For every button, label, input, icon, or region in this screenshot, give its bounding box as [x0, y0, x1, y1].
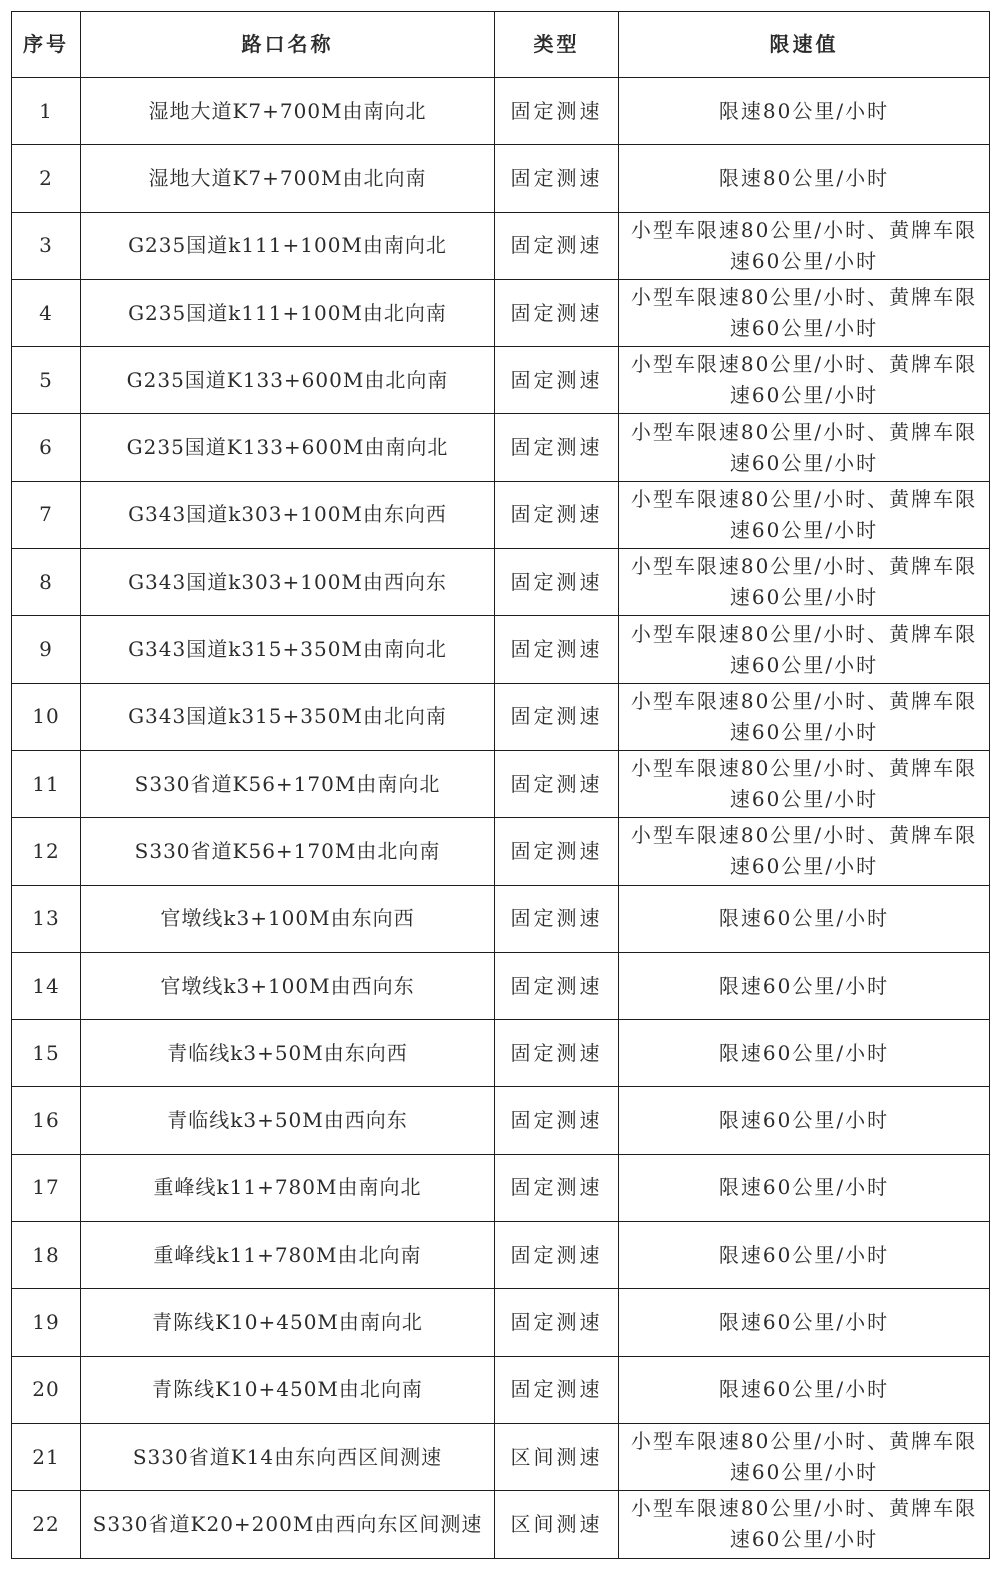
cell-type: 固定测速	[495, 683, 619, 750]
table-row	[12, 1222, 990, 1289]
cell-serial-number: 9	[12, 616, 81, 683]
header-serial-number: 序号	[12, 12, 81, 78]
cell-serial-number: 11	[12, 750, 81, 817]
cell-speed-limit: 限速60公里/小时	[619, 1289, 990, 1356]
cell-speed-limit: 小型车限速80公里/小时、黄牌车限速60公里/小时	[619, 818, 990, 885]
cell-serial-number: 4	[12, 279, 81, 346]
cell-type: 区间测速	[495, 1491, 619, 1558]
cell-intersection-name: 官墩线k3+100M由东向西	[81, 885, 495, 952]
cell-intersection-name: G343国道k303+100M由东向西	[81, 481, 495, 548]
table-row	[12, 683, 990, 750]
cell-type: 固定测速	[495, 1087, 619, 1154]
cell-intersection-name: 青临线k3+50M由东向西	[81, 1020, 495, 1087]
cell-serial-number: 2	[12, 145, 81, 212]
cell-intersection-name: 官墩线k3+100M由西向东	[81, 952, 495, 1019]
table-row	[12, 885, 990, 952]
table-row	[12, 212, 990, 279]
cell-type: 固定测速	[495, 818, 619, 885]
table-row	[12, 1423, 990, 1490]
table-row	[12, 616, 990, 683]
cell-type: 固定测速	[495, 549, 619, 616]
cell-intersection-name: G235国道K133+600M由北向南	[81, 347, 495, 414]
cell-serial-number: 1	[12, 78, 81, 145]
cell-type: 固定测速	[495, 1154, 619, 1221]
cell-speed-limit: 限速60公里/小时	[619, 952, 990, 1019]
cell-serial-number: 20	[12, 1356, 81, 1423]
table-row	[12, 1087, 990, 1154]
cell-type: 固定测速	[495, 1356, 619, 1423]
table-row	[12, 78, 990, 145]
cell-intersection-name: S330省道K56+170M由北向南	[81, 818, 495, 885]
cell-speed-limit: 限速80公里/小时	[619, 78, 990, 145]
cell-serial-number: 7	[12, 481, 81, 548]
cell-serial-number: 21	[12, 1423, 81, 1490]
cell-type: 固定测速	[495, 212, 619, 279]
speed-camera-table	[11, 11, 990, 1559]
cell-intersection-name: 湿地大道K7+700M由南向北	[81, 78, 495, 145]
cell-serial-number: 18	[12, 1222, 81, 1289]
table-row	[12, 818, 990, 885]
header-row	[12, 12, 990, 78]
cell-type: 固定测速	[495, 279, 619, 346]
cell-intersection-name: G235国道k111+100M由北向南	[81, 279, 495, 346]
table-row	[12, 1356, 990, 1423]
cell-type: 固定测速	[495, 481, 619, 548]
cell-type: 固定测速	[495, 616, 619, 683]
cell-type: 固定测速	[495, 1020, 619, 1087]
cell-speed-limit: 小型车限速80公里/小时、黄牌车限速60公里/小时	[619, 616, 990, 683]
cell-speed-limit: 小型车限速80公里/小时、黄牌车限速60公里/小时	[619, 683, 990, 750]
cell-speed-limit: 限速60公里/小时	[619, 1087, 990, 1154]
table-body	[12, 78, 990, 1559]
cell-type: 固定测速	[495, 414, 619, 481]
cell-speed-limit: 小型车限速80公里/小时、黄牌车限速60公里/小时	[619, 347, 990, 414]
cell-intersection-name: S330省道K56+170M由南向北	[81, 750, 495, 817]
cell-intersection-name: G343国道k315+350M由北向南	[81, 683, 495, 750]
table-row	[12, 279, 990, 346]
cell-speed-limit: 小型车限速80公里/小时、黄牌车限速60公里/小时	[619, 212, 990, 279]
cell-speed-limit: 限速80公里/小时	[619, 145, 990, 212]
cell-intersection-name: 青陈线K10+450M由北向南	[81, 1356, 495, 1423]
cell-intersection-name: 青陈线K10+450M由南向北	[81, 1289, 495, 1356]
cell-serial-number: 15	[12, 1020, 81, 1087]
header-speed-limit: 限速值	[619, 12, 990, 78]
table-row	[12, 1491, 990, 1558]
table-row	[12, 1020, 990, 1087]
cell-speed-limit: 小型车限速80公里/小时、黄牌车限速60公里/小时	[619, 1423, 990, 1490]
table-row	[12, 750, 990, 817]
cell-serial-number: 6	[12, 414, 81, 481]
cell-speed-limit: 限速60公里/小时	[619, 1020, 990, 1087]
table-header	[12, 12, 990, 78]
cell-intersection-name: G235国道K133+600M由南向北	[81, 414, 495, 481]
cell-intersection-name: G343国道k303+100M由西向东	[81, 549, 495, 616]
cell-intersection-name: 青临线k3+50M由西向东	[81, 1087, 495, 1154]
cell-speed-limit: 限速60公里/小时	[619, 885, 990, 952]
cell-speed-limit: 小型车限速80公里/小时、黄牌车限速60公里/小时	[619, 414, 990, 481]
cell-type: 固定测速	[495, 78, 619, 145]
cell-serial-number: 16	[12, 1087, 81, 1154]
cell-speed-limit: 小型车限速80公里/小时、黄牌车限速60公里/小时	[619, 481, 990, 548]
cell-type: 固定测速	[495, 885, 619, 952]
cell-serial-number: 17	[12, 1154, 81, 1221]
header-intersection-name: 路口名称	[81, 12, 495, 78]
cell-type: 固定测速	[495, 750, 619, 817]
cell-serial-number: 14	[12, 952, 81, 1019]
cell-serial-number: 3	[12, 212, 81, 279]
cell-serial-number: 8	[12, 549, 81, 616]
cell-speed-limit: 限速60公里/小时	[619, 1356, 990, 1423]
table-row	[12, 549, 990, 616]
cell-serial-number: 13	[12, 885, 81, 952]
table-row	[12, 414, 990, 481]
table-row	[12, 481, 990, 548]
cell-intersection-name: 重峰线k11+780M由北向南	[81, 1222, 495, 1289]
cell-type: 固定测速	[495, 1222, 619, 1289]
cell-serial-number: 12	[12, 818, 81, 885]
cell-serial-number: 19	[12, 1289, 81, 1356]
cell-type: 区间测速	[495, 1423, 619, 1490]
table-row	[12, 952, 990, 1019]
header-type: 类型	[495, 12, 619, 78]
cell-type: 固定测速	[495, 145, 619, 212]
table-row	[12, 347, 990, 414]
cell-intersection-name: S330省道K20+200M由西向东区间测速	[81, 1491, 495, 1558]
cell-intersection-name: 湿地大道K7+700M由北向南	[81, 145, 495, 212]
cell-type: 固定测速	[495, 952, 619, 1019]
cell-type: 固定测速	[495, 347, 619, 414]
cell-serial-number: 22	[12, 1491, 81, 1558]
cell-speed-limit: 小型车限速80公里/小时、黄牌车限速60公里/小时	[619, 549, 990, 616]
cell-speed-limit: 小型车限速80公里/小时、黄牌车限速60公里/小时	[619, 279, 990, 346]
table-row	[12, 145, 990, 212]
cell-speed-limit: 小型车限速80公里/小时、黄牌车限速60公里/小时	[619, 1491, 990, 1558]
table-row	[12, 1289, 990, 1356]
cell-speed-limit: 限速60公里/小时	[619, 1154, 990, 1221]
cell-serial-number: 10	[12, 683, 81, 750]
cell-intersection-name: S330省道K14由东向西区间测速	[81, 1423, 495, 1490]
cell-type: 固定测速	[495, 1289, 619, 1356]
cell-serial-number: 5	[12, 347, 81, 414]
cell-speed-limit: 限速60公里/小时	[619, 1222, 990, 1289]
cell-speed-limit: 小型车限速80公里/小时、黄牌车限速60公里/小时	[619, 750, 990, 817]
cell-intersection-name: G235国道k111+100M由南向北	[81, 212, 495, 279]
cell-intersection-name: G343国道k315+350M由南向北	[81, 616, 495, 683]
cell-intersection-name: 重峰线k11+780M由南向北	[81, 1154, 495, 1221]
table-row	[12, 1154, 990, 1221]
